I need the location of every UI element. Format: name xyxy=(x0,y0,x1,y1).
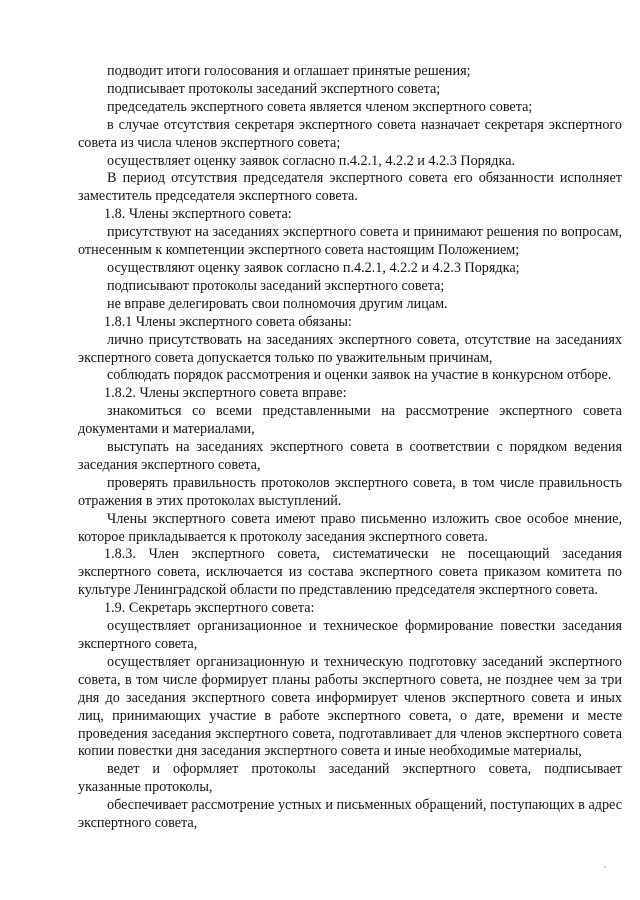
paragraph: соблюдать порядок рассмотрения и оценки заявок на участие в конкурсном отборе. xyxy=(107,367,612,384)
paragraph: знакомиться со всеми представленными на рассмотрение экспертного совета документами и материалами, xyxy=(78,403,622,438)
paragraph: в случае отсутствия секретаря экспертного совета назначает секретаря экспертного совета из числа членов экспертного совета; xyxy=(78,116,622,151)
paragraph: осуществляет организационную и техническую подготовку заседаний экспертного совета, в том числе формирует планы работы экспертного совета, не позднее чем за три дня до заседания экспертного совета информирует членов экспертного совета и иных лиц, принимающих участие в работе экспертного совета, о дате, времени и месте проведения заседания экспертного совета, подготавливает для членов экспертного совета копии повестки дня заседания экспертного совета и иные необходимые материалы, xyxy=(78,653,622,760)
section-heading-1-8-1: 1.8.1 Члены экспертного совета обязаны: xyxy=(104,313,352,330)
section-heading-1-8-2: 1.8.2. Члены экспертного совета вправе: xyxy=(104,385,347,402)
section-heading-1-8: 1.8. Члены экспертного совета: xyxy=(104,206,292,223)
section-paragraph-1-8-3: 1.8.3. Член экспертного совета, систематически не посещающий заседания экспертного совета, исключается из состава экспертного совета приказом комитета по культуре Ленинградской области по представлению председателя экспертного совета. xyxy=(78,546,622,599)
paragraph: осуществляют оценку заявок согласно п.4.2.1, 4.2.2 и 4.2.3 Порядка; xyxy=(107,259,520,276)
paragraph: присутствуют на заседаниях экспертного совета и принимают решения по вопросам, отнесенным к компетенции экспертного совета настоящим Положением; xyxy=(78,224,622,259)
paragraph: Члены экспертного совета имеют право письменно изложить свое особое мнение, которое прикладывается к протоколу заседания экспертного совета. xyxy=(78,510,622,545)
paragraph: лично присутствовать на заседаниях экспертного совета, отсутствие на заседаниях экспертного совета допускается только по уважительным причинам, xyxy=(78,331,622,366)
paragraph: осуществляет организационное и техническое формирование повестки заседания экспертного совета, xyxy=(78,618,622,652)
paragraph: обеспечивает рассмотрение устных и письменных обращений, поступающих в адрес экспертного совета, xyxy=(78,797,622,832)
paragraph: выступать на заседаниях экспертного совета в соответствии с порядком ведения заседания экспертного совета, xyxy=(78,439,622,473)
paragraph: осуществляет оценку заявок согласно п.4.2.1, 4.2.2 и 4.2.3 Порядка. xyxy=(107,152,516,169)
paragraph: подводит итоги голосования и оглашает принятые решения; xyxy=(107,63,471,79)
document-body xyxy=(78,63,622,833)
paragraph: председатель экспертного совета является членом экспертного совета; xyxy=(107,98,533,115)
paragraph: подписывают протоколы заседаний экспертного совета; xyxy=(107,277,445,294)
section-heading-1-9: 1.9. Секретарь экспертного совета: xyxy=(104,600,315,617)
paragraph: проверять правильность протоколов экспертного совета, в том числе правильность отражения в этих протоколах выступлений. xyxy=(78,474,622,509)
paragraph: В период отсутствия председателя экспертного совета его обязанности исполняет заместитель председателя экспертного совета. xyxy=(78,170,622,205)
paragraph: подписывает протоколы заседаний экспертного совета; xyxy=(107,80,441,97)
paragraph: ведет и оформляет протоколы заседаний экспертного совета, подписывает указанные протоколы, xyxy=(78,761,622,796)
scan-speck xyxy=(604,866,606,868)
paragraph: не вправе делегировать свои полномочия другим лицам. xyxy=(107,295,448,312)
